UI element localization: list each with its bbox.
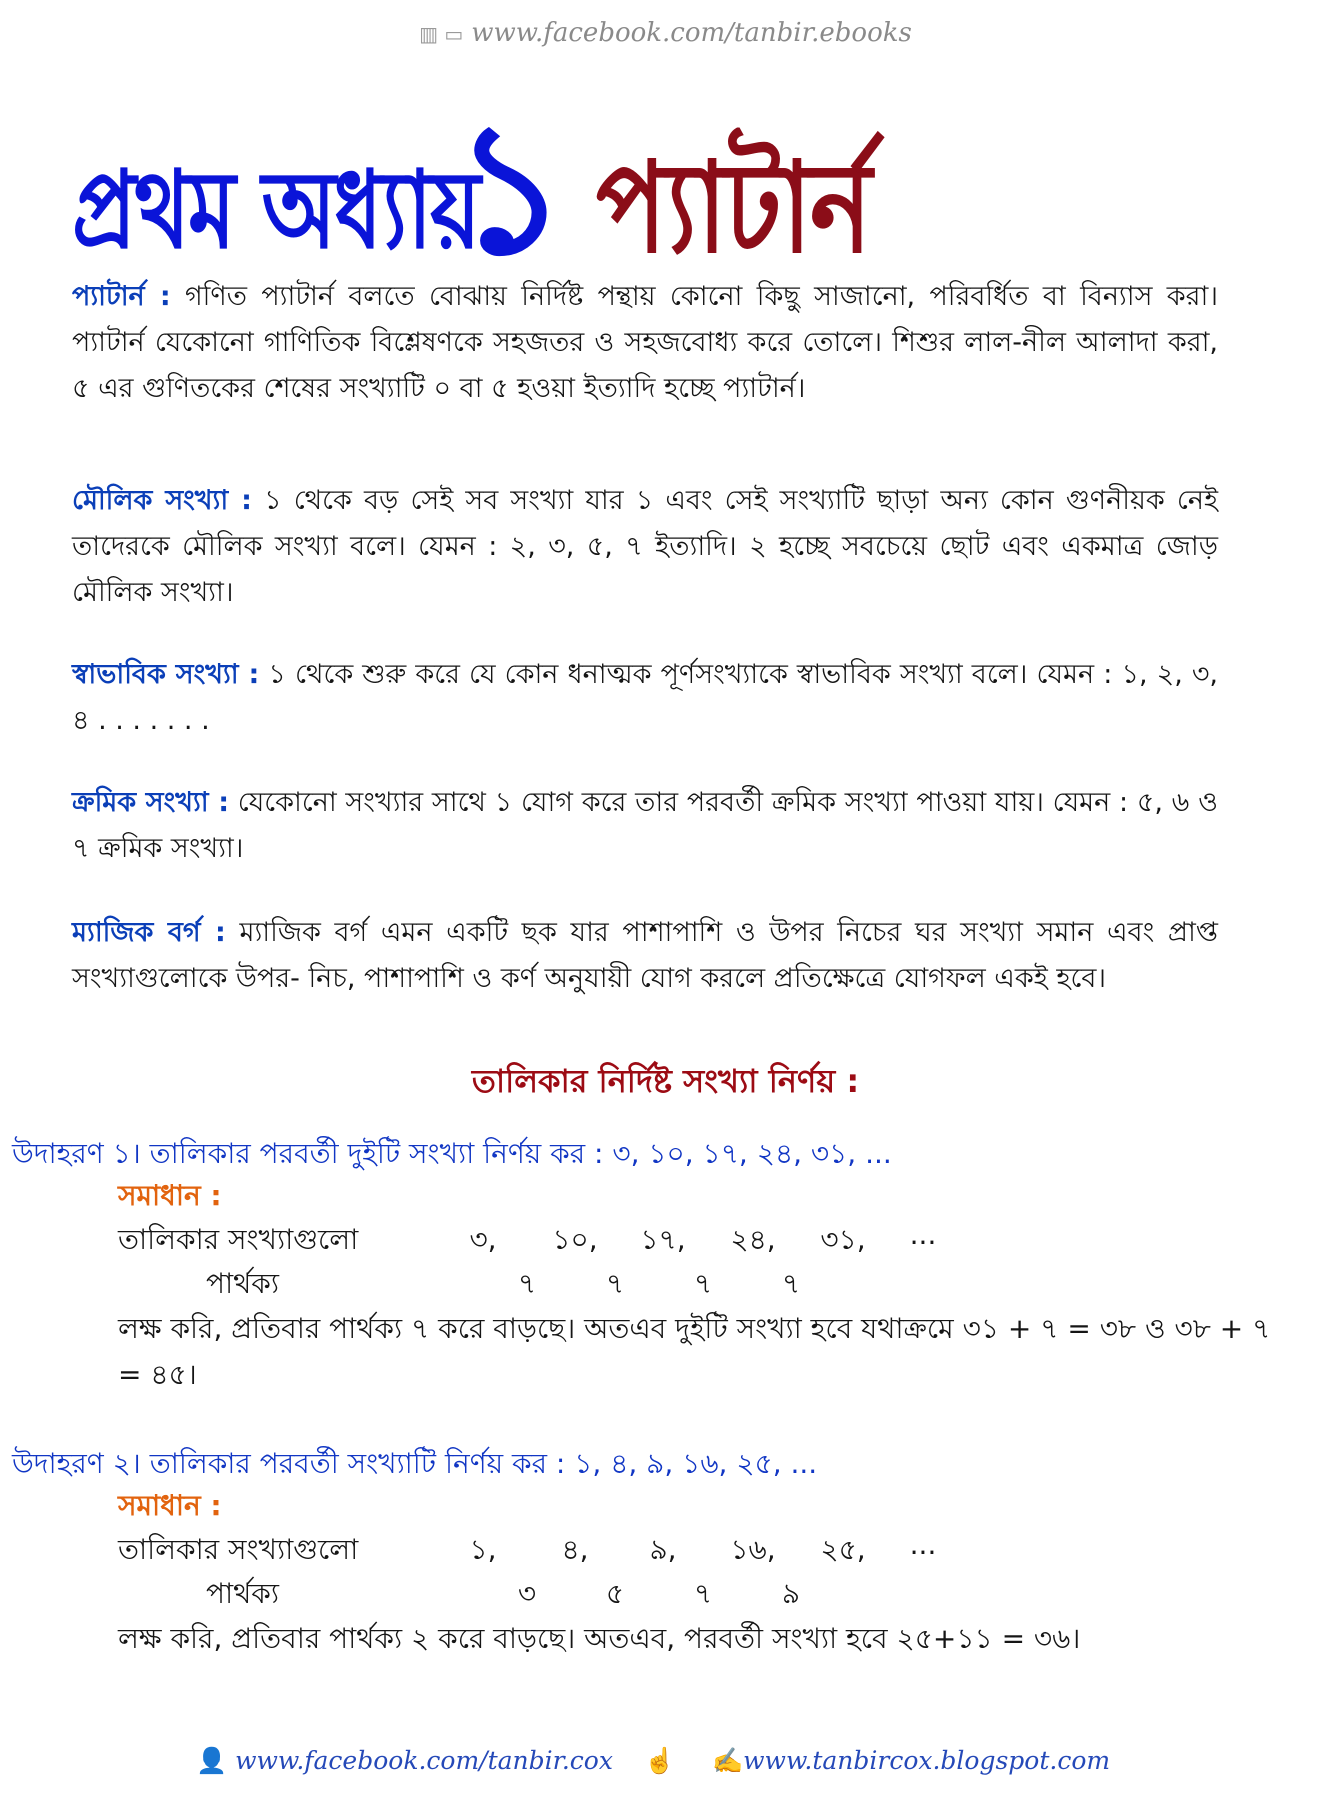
definition-term: মৌলিক সংখ্যা : bbox=[72, 485, 252, 516]
example-2-number: ৯, bbox=[649, 1533, 677, 1566]
definition-natural bbox=[72, 652, 1218, 744]
definition-consecutive bbox=[72, 780, 1218, 872]
example-2-diff: ৩ bbox=[517, 1577, 537, 1610]
footer-right-link[interactable] bbox=[712, 1746, 1110, 1776]
header-url-bar bbox=[0, 18, 1331, 48]
chapter-label: প্রথম অধ্যায় bbox=[72, 148, 479, 273]
definition-prime bbox=[72, 478, 1218, 616]
example-2-number: ... bbox=[909, 1528, 937, 1561]
example-1-diff: ৭ bbox=[693, 1267, 713, 1300]
definition-term: ম্যাজিক বর্গ : bbox=[72, 917, 226, 948]
example-1-number: ২৪, bbox=[730, 1223, 776, 1256]
definition-text: গণিত প্যাটার্ন বলতে বোঝায় নির্দিষ্ট পন্থায় কোনো কিছু সাজানো, পরিবর্ধিত বা বিন্যাস করা। প্যাটার্ন যেকোনো গাণিতিক বিশ্লেষণকে সহজতর ও সহজবোধ্য করে তোলে। শিশুর লাল-নীল আলাদা করা, ৫ এর গুণিতকের শেষের সংখ্যাটি ০ বা ৫ হওয়া ইত্যাদি হচ্ছে প্যাটার্ন। bbox=[72, 281, 1219, 404]
example-2-diff: ৫ bbox=[605, 1577, 625, 1610]
example-2-observation: লক্ষ করি, প্রতিবার পার্থক্য ২ করে বাড়ছে। অতএব, পরবর্তী সংখ্যা হবে ২৫+১১ = ৩৬। bbox=[118, 1622, 1081, 1655]
example-1-row-label: তালিকার সংখ্যাগুলো bbox=[118, 1223, 359, 1256]
example-1-number: ১৭, bbox=[640, 1223, 686, 1256]
example-1-heading: উদাহরণ ১। তালিকার পরবর্তী দুইটি সংখ্যা নির্ণয় কর : ৩, ১০, ১৭, ২৪, ৩১, ... bbox=[12, 1137, 892, 1170]
definition-term: স্বাভাবিক সংখ্যা : bbox=[72, 659, 260, 690]
section-title: তালিকার নির্দিষ্ট সংখ্যা নির্ণয় : bbox=[471, 1062, 860, 1100]
example-2-number: ১, bbox=[469, 1533, 497, 1566]
footer-left-link[interactable] bbox=[196, 1746, 613, 1776]
books-icon: ▥ ▭ bbox=[419, 22, 464, 46]
definition-text: যেকোনো সংখ্যার সাথে ১ যোগ করে তার পরবর্তী ক্রমিক সংখ্যা পাওয়া যায়। যেমন : ৫, ৬ ও ৭ ক্রমিক সংখ্যা। bbox=[72, 787, 1218, 864]
header-url[interactable]: www.facebook.com/tanbir.ebooks bbox=[471, 18, 912, 48]
example-1-solution-label: সমাধান : bbox=[118, 1179, 222, 1212]
example-1-number: ১০, bbox=[552, 1223, 598, 1256]
example-2-number: ৪, bbox=[561, 1533, 589, 1566]
example-1-diff: ৭ bbox=[781, 1267, 801, 1300]
definition-pattern bbox=[72, 274, 1218, 412]
example-2-diff: ৯ bbox=[781, 1577, 801, 1610]
user-icon: 👤 bbox=[196, 1746, 228, 1775]
definition-term: প্যাটার্ন : bbox=[72, 281, 171, 312]
definition-text: ১ থেকে শুরু করে যে কোন ধনাত্মক পূর্ণসংখ্যাকে স্বাভাবিক সংখ্যা বলে। যেমন : ১, ২, ৩, ৪ . . . . . . . bbox=[72, 659, 1219, 736]
footer-left-url[interactable]: www.facebook.com/tanbir.cox bbox=[235, 1746, 613, 1775]
example-1-number: ... bbox=[909, 1218, 937, 1251]
example-2-row-label: তালিকার সংখ্যাগুলো bbox=[118, 1533, 359, 1566]
example-2-number: ২৫, bbox=[820, 1533, 866, 1566]
definition-term: ক্রমিক সংখ্যা : bbox=[72, 787, 230, 818]
definition-text: ১ থেকে বড় সেই সব সংখ্যা যার ১ এবং সেই সংখ্যাটি ছাড়া অন্য কোন গুণনীয়ক নেই তাদেরকে মৌলিক সংখ্যা বলে। যেমন : ২, ৩, ৫, ৭ ইত্যাদি। ২ হচ্ছে সবচেয়ে ছোট এবং একমাত্র জোড় মৌলিক সংখ্যা। bbox=[72, 485, 1218, 608]
pen-icon: ✍ bbox=[712, 1746, 744, 1775]
example-1-diff: ৭ bbox=[605, 1267, 625, 1300]
example-1-diff-label: পার্থক্য bbox=[206, 1267, 279, 1300]
chapter-number: ১ bbox=[452, 85, 569, 294]
hand-pointer-icon: ☝ bbox=[644, 1746, 676, 1775]
example-2-solution-label: সমাধান : bbox=[118, 1489, 222, 1522]
example-2-heading: উদাহরণ ২। তালিকার পরবর্তী সংখ্যাটি নির্ণয় কর : ১, ৪, ৯, ১৬, ২৫, ... bbox=[12, 1447, 818, 1480]
example-1-number: ৩১, bbox=[820, 1223, 866, 1256]
definition-magic-square bbox=[72, 910, 1218, 1002]
footer-right-url[interactable]: www.tanbircox.blogspot.com bbox=[743, 1746, 1111, 1775]
chapter-title: প্যাটার্ন bbox=[596, 134, 870, 282]
definition-text: ম্যাজিক বর্গ এমন একটি ছক যার পাশাপাশি ও উপর নিচের ঘর সংখ্যা সমান এবং প্রাপ্ত সংখ্যাগুলোকে উপর- নিচ, পাশাপাশি ও কর্ণ অনুযায়ী যোগ করলে প্রতিক্ষেত্রে যোগফল একই হবে। bbox=[72, 917, 1218, 994]
example-1-number: ৩, bbox=[469, 1223, 497, 1256]
example-1-observation: লক্ষ করি, প্রতিবার পার্থক্য ৭ করে বাড়ছে। অতএব দুইটি সংখ্যা হবে যথাক্রমে ৩১ + ৭ = ৩৮ ও ৩৮ + ৭ = ৪৫। bbox=[118, 1312, 1271, 1391]
example-1-diff: ৭ bbox=[517, 1267, 537, 1300]
example-2-diff: ৭ bbox=[693, 1577, 713, 1610]
example-2-number: ১৬, bbox=[730, 1533, 776, 1566]
example-2-diff-label: পার্থক্য bbox=[206, 1577, 279, 1610]
